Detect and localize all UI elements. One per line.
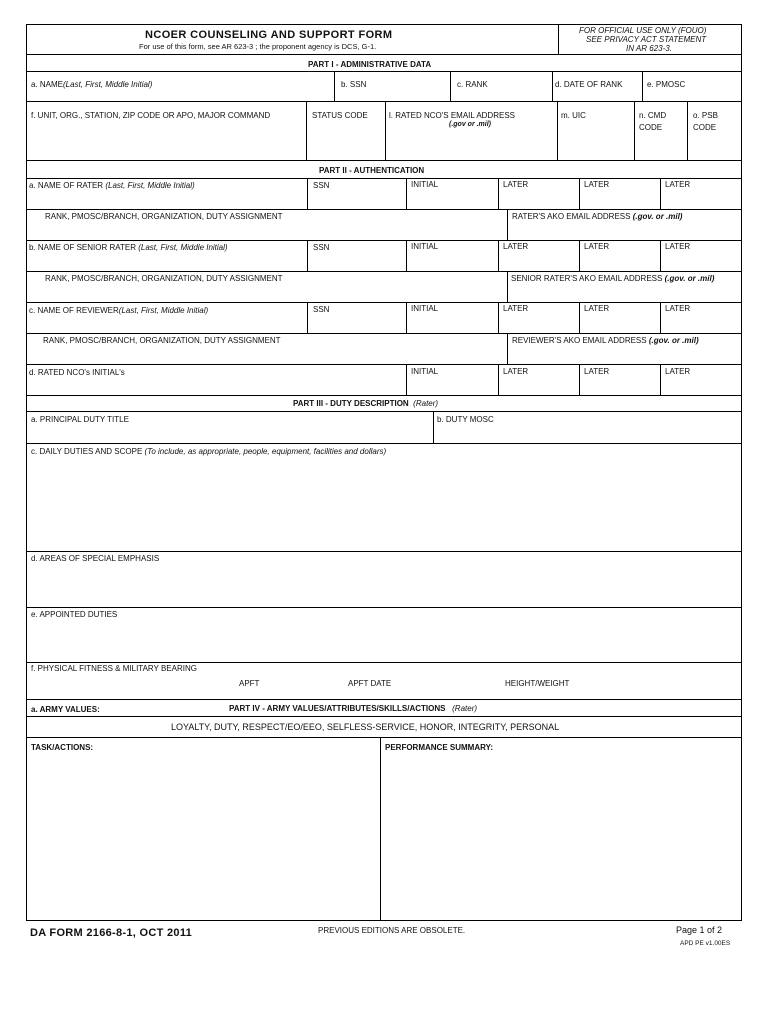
reviewer-name-label: c. NAME OF REVIEWER(Last, First, Middle Initial)	[29, 306, 209, 315]
rater-later-1-label: LATER	[503, 180, 529, 189]
cmd-code-label1: n. CMD	[639, 111, 667, 120]
duty-mosc-label: b. DUTY MOSC	[437, 415, 494, 424]
senior-rater-ssn-label: SSN	[313, 243, 330, 252]
uic-label: m. UIC	[561, 111, 586, 120]
fouo-line3: IN AR 623-3.	[626, 44, 672, 53]
apft-date-label: APFT DATE	[348, 679, 392, 688]
rater-name-label: a. NAME OF RATER (Last, First, Middle Initial)	[29, 181, 195, 190]
rated-nco-initials-label: d. RATED NCO's INITIAL's	[29, 368, 125, 377]
daily-duties-field[interactable]	[27, 444, 741, 550]
task-actions-field[interactable]	[27, 738, 380, 920]
reviewer-later-3-label: LATER	[665, 304, 691, 313]
unit-label: f. UNIT, ORG., STATION, ZIP CODE OR APO, MAJOR COMMAND	[31, 111, 271, 120]
senior-rater-initial-label: INITIAL	[411, 242, 439, 251]
ssn-label: b. SSN	[341, 80, 367, 89]
rater-initial-label: INITIAL	[411, 180, 439, 189]
rated-nco-later-3-label: LATER	[665, 367, 691, 376]
reviewer-later-2-label: LATER	[584, 304, 610, 313]
form-subtitle: For use of this form, see AR 623-3 ; the proponent agency is DCS, G-1.	[139, 42, 377, 51]
pmosc-label: e. PMOSC	[647, 80, 686, 89]
psb-code-label2: CODE	[693, 123, 717, 132]
name-label: a. NAME(Last, First, Middle Initial)	[31, 80, 153, 89]
reviewer-rank-label: RANK, PMOSC/BRANCH, ORGANIZATION, DUTY ASSIGNMENT	[43, 336, 281, 345]
principal-duty-title-label: a. PRINCIPAL DUTY TITLE	[31, 415, 129, 424]
rank-label: c. RANK	[457, 80, 488, 89]
page-number: Page 1 of 2	[676, 925, 723, 935]
performance-summary-field[interactable]	[381, 738, 741, 920]
obsolete-notice: PREVIOUS EDITIONS ARE OBSOLETE.	[318, 926, 466, 935]
rated-nco-initial-label: INITIAL	[411, 367, 439, 376]
apft-label: APFT	[239, 679, 260, 688]
part1-title: PART I - ADMINISTRATIVE DATA	[308, 60, 432, 69]
senior-rater-rank-label: RANK, PMOSC/BRANCH, ORGANIZATION, DUTY ASSIGNMENT	[45, 274, 283, 283]
reviewer-email-label: REVIEWER'S AKO EMAIL ADDRESS (.gov. or .mil)	[512, 336, 699, 345]
reviewer-ssn-label: SSN	[313, 305, 330, 314]
rater-email-label: RATER'S AKO EMAIL ADDRESS (.gov. or .mil)	[512, 212, 683, 221]
part3-title: PART III - DUTY DESCRIPTION (Rater)	[293, 399, 439, 408]
cmd-code-label2: CODE	[639, 123, 663, 132]
performance-summary-label: PERFORMANCE SUMMARY:	[385, 743, 493, 752]
fouo-line2: SEE PRIVACY ACT STATEMENT	[586, 35, 707, 44]
reviewer-later-1-label: LATER	[503, 304, 529, 313]
physical-fitness-label: f. PHYSICAL FITNESS & MILITARY BEARING	[31, 664, 197, 673]
reviewer-initial-label: INITIAL	[411, 304, 439, 313]
rater-rank-label: RANK, PMOSC/BRANCH, ORGANIZATION, DUTY ASSIGNMENT	[45, 212, 283, 221]
part4-title: PART IV - ARMY VALUES/ATTRIBUTES/SKILLS/ACTIONS (Rater)	[229, 704, 478, 713]
senior-rater-later-1-label: LATER	[503, 242, 529, 251]
rated-nco-later-2-label: LATER	[584, 367, 610, 376]
form-id: DA FORM 2166-8-1, OCT 2011	[30, 927, 193, 939]
senior-rater-email-label: SENIOR RATER'S AKO EMAIL ADDRESS (.gov. or .mil)	[511, 274, 715, 283]
rated-nco-email-hint: (.gov or .mil)	[449, 121, 491, 128]
daily-duties-label: c. DAILY DUTIES AND SCOPE (To include, as appropriate, people, equipment, facilities and dollars)	[31, 447, 387, 456]
special-emphasis-label: d. AREAS OF SPECIAL EMPHASIS	[31, 554, 160, 563]
date-of-rank-label: d. DATE OF RANK	[555, 80, 623, 89]
senior-rater-name-label: b. NAME OF SENIOR RATER (Last, First, Middle Initial)	[29, 243, 228, 252]
status-code-label: STATUS CODE	[312, 111, 368, 120]
fouo-line1: FOR OFFICIAL USE ONLY (FOUO)	[579, 26, 707, 35]
version-label: APD PE v1.00ES	[680, 940, 731, 947]
psb-code-label1: o. PSB	[693, 111, 718, 120]
task-actions-label: TASK/ACTIONS:	[31, 743, 94, 752]
army-values-label: a. ARMY VALUES:	[31, 705, 100, 714]
army-values-list: LOYALTY, DUTY, RESPECT/EO/EEO, SELFLESS-SERVICE, HONOR, INTEGRITY, PERSONAL	[171, 722, 560, 732]
senior-rater-later-3-label: LATER	[665, 242, 691, 251]
rated-nco-later-1-label: LATER	[503, 367, 529, 376]
appointed-duties-field[interactable]	[27, 608, 741, 661]
rater-later-2-label: LATER	[584, 180, 610, 189]
rater-later-3-label: LATER	[665, 180, 691, 189]
appointed-duties-label: e. APPOINTED DUTIES	[31, 610, 118, 619]
rater-ssn-label: SSN	[313, 181, 330, 190]
part2-title: PART II - AUTHENTICATION	[319, 166, 425, 175]
ncoer-form	[26, 24, 742, 921]
rated-nco-email-label: l. RATED NCO'S EMAIL ADDRESS	[389, 111, 515, 120]
senior-rater-later-2-label: LATER	[584, 242, 610, 251]
height-weight-label: HEIGHT/WEIGHT	[505, 679, 570, 688]
form-title: NCOER COUNSELING AND SUPPORT FORM	[145, 29, 393, 41]
